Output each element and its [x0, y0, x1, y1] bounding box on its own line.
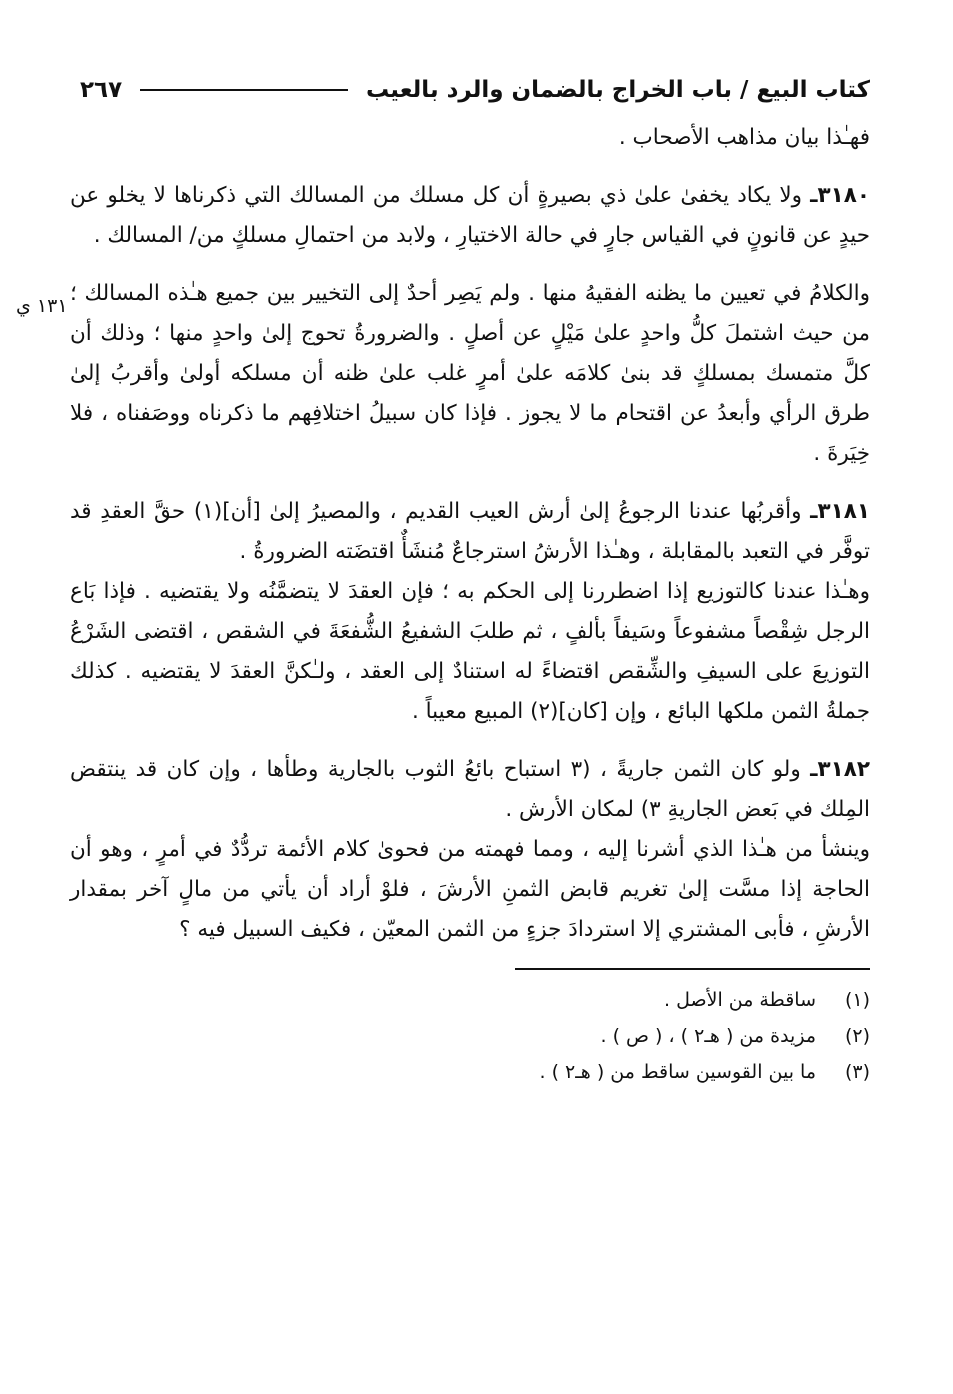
running-title: كتاب البيع / باب الخراج بالضمان والرد بالعيب — [365, 77, 870, 103]
paragraph-text: ولا يكاد يخفىٰ علىٰ ذي بصيرةٍ أن كل مسلك من المسالك التي ذكرناها لا يخلو عن حيدٍ عن قانونٍ في القياس جارٍ في حالة الاختيارِ ، ولابد من احتمالِ مسلكٍ من/ المسالك . — [70, 183, 870, 248]
paragraph-text: ولو كان الثمن جاريةً ، (٣ استباح بائعُ الثوب بالجارية وطأها ، وإن كان قد ينتقض المِلك في بَعض الجاريةِ ٣) لمكان الأرش . — [70, 757, 870, 822]
paragraph-number: ٣١٨٢ـ — [810, 757, 871, 782]
paragraph-text: وأقربُها عندنا الرجوعُ إلىٰ أرش العيب القديم ، والمصيرُ إلىٰ [أن](١) حقَّ العقدِ قد توفَّر في التعبد بالمقابلة ، وهـٰذا الأرشُ استرجاعٌ مُنشَأٌ اقتضَته الضرورةُ . — [70, 499, 870, 564]
page-number: ٢٦٧ — [80, 77, 123, 103]
footnote-3 — [70, 1054, 870, 1090]
footnote-marker: (١) — [844, 989, 870, 1011]
footnote-1 — [70, 982, 870, 1018]
paragraph-3182 — [70, 750, 870, 830]
footnotes — [70, 982, 870, 1090]
paragraph-hesitation — [70, 830, 870, 950]
footnote-text: مزيدة من ( هـ٢ ) ، ( ص ) . — [600, 1025, 816, 1047]
footnote-2 — [70, 1018, 870, 1054]
paragraph-3180 — [70, 176, 870, 256]
footnote-marker: (٣) — [844, 1061, 870, 1083]
book-page — [70, 70, 870, 1090]
paragraph-discussion — [70, 274, 870, 474]
paragraph-text: وينشأ من هـٰذا الذي أشرنا إليه ، ومما فهمته من فحوىٰ كلام الأئمة تردُّدٌ في أمرٍ ، وهو أن الحاجة إذا مسَّت إلىٰ تغريم قابض الثمنِ الأرشَ ، فلوْ أراد أن يأتي من مالٍ آخر بمقدار الأرشِ ، فأبى المشتري إلا استردادَ جزءٍ من الثمن المعيّن ، فكيف السبيل فيه ؟ — [70, 837, 870, 942]
paragraph-text: فهـٰذا بيان مذاهب الأصحاب . — [618, 125, 870, 150]
paragraph-distribution — [70, 572, 870, 732]
paragraph-intro — [70, 118, 870, 158]
footnote-text: ما بين القوسين ساقط من ( هـ٢ ) . — [539, 1061, 816, 1083]
footnote-marker: (٢) — [844, 1025, 870, 1047]
header-rule — [140, 89, 348, 91]
margin-folio-note: ١٣١ ي — [16, 295, 68, 317]
footnote-separator — [515, 968, 870, 970]
paragraph-text: وهـٰذا عندنا كالتوزيع إذا اضطررنا إلى الحكم به ؛ فإن العقدَ لا يتضمَّنُه ولا يقتضيه . فإذا بَاع الرجل شِقْصاً مشفوعاً وسَيفاً بألفٍ ، ثم طلبَ الشفيعُ الشُّفعَةَ في الشقص ، اقتضى الشَرْعُ التوزيعَ على السيفِ والشِّقص اقتضاءً له استنادٌ إلى العقد ، ولـٰكنَّ العقدَ لا يقتضيه . كذلك جملةُ الثمن ملكها البائع ، وإن [كان](٢) المبيع معيباً . — [70, 579, 870, 724]
paragraph-number: ٣١٨٠ـ — [810, 183, 870, 208]
footnote-text: ساقطة من الأصل . — [664, 989, 816, 1011]
paragraph-text: والكلامُ في تعيين ما يظنه الفقيهُ منها . ولم يَصِر أحدٌ إلى التخيير بين جميع هـٰذه المسالك ؛ من حيث اشتملَ كلُّ واحدٍ علىٰ مَيْلٍ عن أصلٍ . والضرورةُ تحوج إلىٰ واحدٍ منها ؛ وذلك أن كلَّ متمسك بمسلكٍ قد بنىٰ كلامَه علىٰ أمرٍ غلب علىٰ ظنه أن مسلكه أولىٰ وأقربُ إلىٰ طرق الرأي وأبعدُ عن اقتحام ما لا يجوز . فإذا كان سبيلُ اختلافِهم ما ذكرناه ووصَفناه ، فلا خِيَرةَ . — [70, 281, 870, 466]
page-header — [70, 70, 870, 110]
paragraph-3181 — [70, 492, 870, 572]
paragraph-number: ٣١٨١ـ — [810, 499, 870, 524]
